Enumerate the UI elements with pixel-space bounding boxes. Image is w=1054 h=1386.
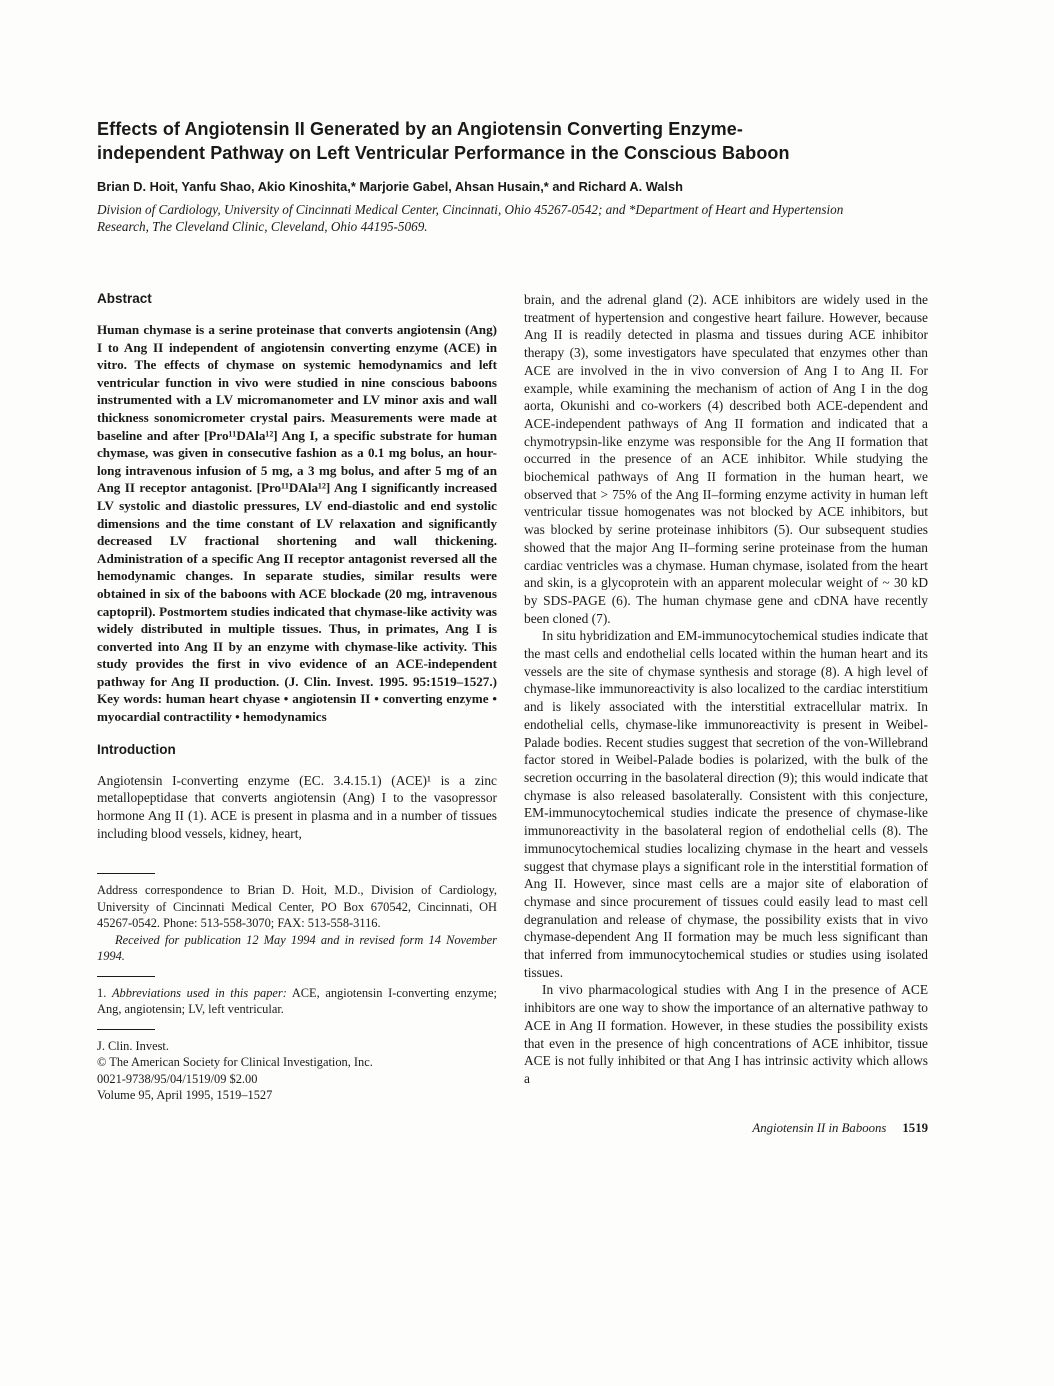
- page-footer: [524, 1121, 928, 1136]
- journal-name: J. Clin. Invest.: [97, 1038, 169, 1053]
- introduction-paragraph: Angiotensin I-converting enzyme (EC. 3.4.15.1) (ACE)¹ is a zinc metallopeptidase that converts angiotensin (Ang) I to the vasopressor hormone Ang II (1). ACE is present in plasma and in a number of tissues including blood vessels, kidney, heart,: [97, 772, 497, 841]
- article-title: Effects of Angiotensin II Generated by an Angiotensin Converting Enzyme-independent Pathway on Left Ventricular Performance in the Conscious Baboon: [97, 119, 790, 163]
- footnote-separator: [97, 976, 155, 977]
- author-line: Brian D. Hoit, Yanfu Shao, Akio Kinoshita,* Marjorie Gabel, Ahsan Husain,* and Richard A. Walsh: [97, 179, 683, 194]
- affiliation-line: Division of Cardiology, University of Cincinnati Medical Center, Cincinnati, Ohio 45267-0542; and *Department of Heart and Hypertension Research, The Cleveland Clinic, Cleveland, Ohio 44195-5069.: [97, 202, 844, 234]
- correspondence-note: Address correspondence to Brian D. Hoit, M.D., Division of Cardiology, University of Cincinnati Medical Center, PO Box 670542, Cincinnati, OH 45267-0542. Phone: 513-558-3070; FAX: 513-558-3116.: [97, 883, 497, 931]
- left-column: [97, 291, 497, 1136]
- journal-volume: Volume 95, April 1995, 1519–1527: [97, 1088, 273, 1103]
- article-header: [97, 118, 928, 235]
- abbreviation-number: 1.: [97, 985, 107, 1000]
- footnote-separator: [97, 1029, 155, 1030]
- intro-continued-paragraph: brain, and the adrenal gland (2). ACE inhibitors are widely used in the treatment of hypertension and congestive heart failure. However, because Ang II is readily detected in plasma and tissues during ACE inhibitor therapy (3), some investigators have speculated that enzymes other than ACE are involved in the in vivo conversion of Ang I to Ang II. For example, while examining the mechanism of action of Ang I in the dog aorta, Okunishi and co-workers (4) described both ACE-dependent and ACE-independent pathways of Ang II formation and indicated that a chymotrypsin-like enzyme was responsible for the Ang II formation that occurred in the presence of an ACE inhibitor. While studying the biochemical pathways of Ang II formation in the human heart, we observed that > 75% of the Ang II–forming enzyme activity in human left ventricular tissue homogenates was not blocked by ACE inhibitors, but was blocked by serine proteinase inhibitors (5). Our subsequent studies showed that the major Ang II–forming serine proteinase from the human cardiac ventricles was a chymase. Human chymase, isolated from the heart and skin, is a glycoprotein with an apparent molecular weight of ~ 30 kD by SDS-PAGE (6). The human chymase gene and cDNA have recently been cloned (7).: [524, 292, 928, 626]
- abbreviation-label: Abbreviations used in this paper:: [111, 985, 287, 1000]
- journal-issn-price: 0021-9738/95/04/1519/09 $2.00: [97, 1071, 258, 1086]
- footnote-separator: [97, 873, 155, 874]
- pharmacology-paragraph: In vivo pharmacological studies with Ang I in the presence of ACE inhibitors are one way to show the importance of an alternative pathway to ACE in Ang II formation. However, in these studies the possibility exists that even in the presence of high concentrations of ACE inhibitor, tissue ACE is not fully inhibited or that Ang I has intrinsic activity which allows a: [524, 982, 928, 1086]
- abstract-body: Human chymase is a serine proteinase that converts angiotensin (Ang) I to Ang II independent of angiotensin converting enzyme (ACE) in vitro. The effects of chymase on systemic hemodynamics and left ventricular function in vivo were studied in nine conscious baboons instrumented with a LV micromanometer and LV minor axis and wall thickness sonomicrometer crystal pairs. Measurements were made at baseline and after [Pro¹¹DAla¹²] Ang I, a specific substrate for human chymase, was given in consecutive fashion as a 0.1 mg bolus, an hour-long intravenous infusion of 5 mg, a 3 mg bolus, and after 5 mg of an Ang II receptor antagonist. [Pro¹¹DAla¹²] Ang I significantly increased LV systolic and diastolic pressures, LV end-diastolic and end systolic dimensions and the time constant of LV relaxation and significantly decreased LV fractional shortening and wall thickening. Administration of a specific Ang II receptor antagonist reversed all the hemodynamic changes. In separate studies, similar results were obtained in six of the baboons with ACE blockade (20 mg, intravenous captopril). Postmortem studies indicated that chymase-like activity was widely distributed in multiple tissues. Thus, in primates, Ang I is converted into Ang II by an enzyme with chymase-like activity. This study provides the first in vivo evidence of an ACE-independent pathway for Ang II production. (J. Clin. Invest. 1995. 95:1519–1527.) Key words: human heart chyase • angiotensin II • converting enzyme • myocardial contractility • hemodynamics: [97, 322, 497, 725]
- two-column-body: [97, 291, 928, 1136]
- running-title: Angiotensin II in Baboons: [752, 1120, 887, 1135]
- journal-copyright: © The American Society for Clinical Investigation, Inc.: [97, 1055, 373, 1070]
- abbreviation-text: ACE, angiotensin I-converting enzyme; Ang, angiotensin; LV, left ventricular.: [97, 985, 497, 1017]
- introduction-heading: Introduction: [97, 741, 176, 757]
- chymase-localization-paragraph: In situ hybridization and EM-immunocytochemical studies indicate that the mast cells and endothelial cells located within the human heart and its vessels are the site of chymase synthesis and storage (8). A high level of chymase-like immunoreactivity is also localized to the cardiac interstitium and is likely associated with the interstitial extracellular matrix. In endothelial cells, chymase-like immunoreactivity is present in Weibel-Palade bodies. Recent studies suggest that secretion of the von-Willebrand factor stored in Weibel-Palade bodies is polarized, with the bulk of the secretion occurring in the basolateral direction (9); this would indicate that chymase is also released basolaterally. Consistent with this conjecture, EM-immunocytochemical studies indicate the presence of chymase-like immunoreactivity in the basolateral region of endothelial cells (8). The immunocytochemical studies localizing chymase in the heart and vessels suggest that chymase plays a significant role in the interstitial formation of Ang II. However, since mast cells are a major site of elaboration of chymase and since procurement of tissues could easily lead to mast cell degranulation and release of chymase, the possibility exists that in vivo chymase-dependent Ang II formation may be much less significant than that inferred from immunocytochemical studies or studies using isolated tissues.: [524, 628, 928, 980]
- journal-credit-block: [97, 1038, 497, 1104]
- footnote-block: [97, 873, 497, 1104]
- page-number: 1519: [902, 1120, 928, 1135]
- abbreviations-note: [97, 985, 497, 1018]
- right-column: [524, 291, 928, 1136]
- received-note: Received for publication 12 May 1994 and in revised form 14 November 1994.: [97, 932, 497, 964]
- abstract-heading: Abstract: [97, 291, 152, 306]
